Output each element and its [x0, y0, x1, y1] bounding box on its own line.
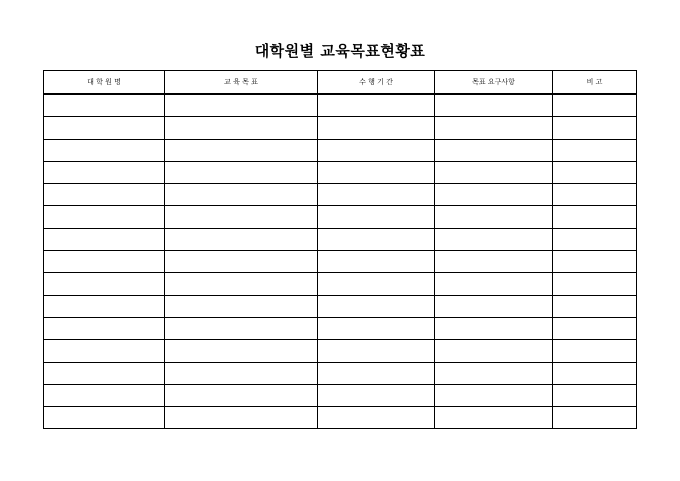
table-cell[interactable] — [553, 273, 637, 295]
table-cell[interactable] — [44, 362, 165, 384]
table-cell[interactable] — [165, 206, 318, 228]
table-row — [44, 228, 637, 250]
table-cell[interactable] — [165, 161, 318, 183]
table-cell[interactable] — [435, 362, 553, 384]
table-cell[interactable] — [165, 273, 318, 295]
table-cell[interactable] — [553, 94, 637, 117]
header-goal-requirements: 목표 요구사항 — [435, 71, 553, 95]
table-row — [44, 139, 637, 161]
table-row — [44, 94, 637, 117]
table-cell[interactable] — [435, 317, 553, 339]
header-education-goal: 교 육 목 표 — [165, 71, 318, 95]
table-cell[interactable] — [435, 139, 553, 161]
table-cell[interactable] — [318, 362, 435, 384]
table-cell[interactable] — [435, 384, 553, 406]
table-cell[interactable] — [435, 340, 553, 362]
table-cell[interactable] — [553, 139, 637, 161]
table-cell[interactable] — [44, 340, 165, 362]
table-header-row — [44, 71, 637, 95]
table-cell[interactable] — [553, 317, 637, 339]
table-cell[interactable] — [435, 117, 553, 139]
table-cell[interactable] — [318, 139, 435, 161]
table-cell[interactable] — [553, 362, 637, 384]
table-cell[interactable] — [553, 384, 637, 406]
table-cell[interactable] — [435, 184, 553, 206]
table-cell[interactable] — [318, 184, 435, 206]
table-cell[interactable] — [318, 206, 435, 228]
table-cell[interactable] — [318, 161, 435, 183]
table-cell[interactable] — [318, 117, 435, 139]
table-body — [44, 94, 637, 429]
table-cell[interactable] — [553, 206, 637, 228]
table-cell[interactable] — [553, 228, 637, 250]
table-cell[interactable] — [318, 295, 435, 317]
page-title: 대학원별 교육목표현황표 — [254, 42, 426, 60]
table-row — [44, 317, 637, 339]
table-row — [44, 184, 637, 206]
table-row — [44, 407, 637, 429]
header-remarks: 비 고 — [553, 71, 637, 95]
header-graduate-school-name: 대 학 원 명 — [44, 71, 165, 95]
table-cell[interactable] — [318, 251, 435, 273]
table-cell[interactable] — [44, 161, 165, 183]
table-cell[interactable] — [165, 295, 318, 317]
table-cell[interactable] — [44, 206, 165, 228]
table-row — [44, 117, 637, 139]
table-row — [44, 251, 637, 273]
table-row — [44, 362, 637, 384]
table-row — [44, 340, 637, 362]
table-cell[interactable] — [165, 228, 318, 250]
table-cell[interactable] — [44, 384, 165, 406]
table-cell[interactable] — [165, 340, 318, 362]
table-cell[interactable] — [435, 161, 553, 183]
table-cell[interactable] — [318, 384, 435, 406]
table-cell[interactable] — [165, 317, 318, 339]
table-cell[interactable] — [165, 117, 318, 139]
table-cell[interactable] — [553, 340, 637, 362]
table-cell[interactable] — [44, 139, 165, 161]
table-cell[interactable] — [165, 184, 318, 206]
table-cell[interactable] — [44, 273, 165, 295]
table-row — [44, 273, 637, 295]
table-cell[interactable] — [553, 184, 637, 206]
table-cell[interactable] — [553, 117, 637, 139]
table-cell[interactable] — [553, 407, 637, 429]
header-execution-period: 수 행 기 간 — [318, 71, 435, 95]
table-cell[interactable] — [165, 251, 318, 273]
table-cell[interactable] — [44, 228, 165, 250]
table-cell[interactable] — [435, 94, 553, 117]
table-cell[interactable] — [44, 407, 165, 429]
table-cell[interactable] — [435, 206, 553, 228]
table-cell[interactable] — [318, 317, 435, 339]
table-row — [44, 161, 637, 183]
table-cell[interactable] — [318, 407, 435, 429]
table-cell[interactable] — [318, 273, 435, 295]
table-cell[interactable] — [165, 139, 318, 161]
table-cell[interactable] — [435, 273, 553, 295]
table-cell[interactable] — [553, 251, 637, 273]
table-row — [44, 206, 637, 228]
table-cell[interactable] — [435, 295, 553, 317]
table-cell[interactable] — [44, 184, 165, 206]
table-cell[interactable] — [318, 228, 435, 250]
table-cell[interactable] — [44, 317, 165, 339]
table-row — [44, 384, 637, 406]
table-cell[interactable] — [435, 228, 553, 250]
table-cell[interactable] — [44, 295, 165, 317]
table-cell[interactable] — [165, 384, 318, 406]
table-cell[interactable] — [318, 340, 435, 362]
table-cell[interactable] — [44, 251, 165, 273]
table-row — [44, 295, 637, 317]
table-cell[interactable] — [435, 407, 553, 429]
table-cell[interactable] — [553, 295, 637, 317]
table-cell[interactable] — [44, 117, 165, 139]
table-cell[interactable] — [165, 362, 318, 384]
table-cell[interactable] — [318, 94, 435, 117]
table-cell[interactable] — [435, 251, 553, 273]
table-cell[interactable] — [165, 407, 318, 429]
table-cell[interactable] — [553, 161, 637, 183]
table-cell[interactable] — [44, 94, 165, 117]
goals-table — [43, 70, 637, 429]
table-cell[interactable] — [165, 94, 318, 117]
